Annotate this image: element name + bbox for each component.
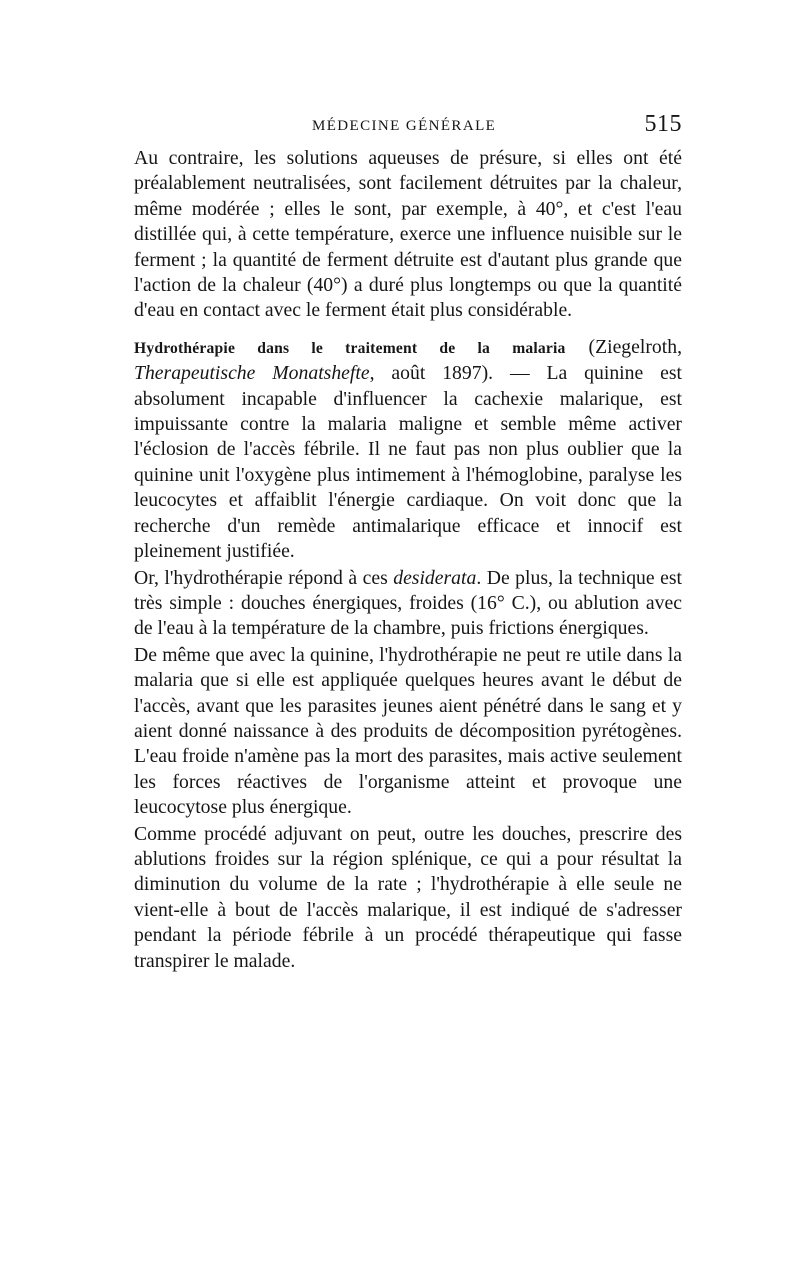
paragraph-1: Au contraire, les solutions aqueuses de présure, si elles ont été préalablement neutralisées, sont facilement détruites par la chaleur, même modérée ; elles le sont, par exemple, à 40°, et c'est l'eau distillée qui, à cette température, exerce une influence nuisible sur le ferment ; la quantité de ferment détruite est d'autant plus grande que l'action de la chaleur (40°) a duré plus longtemps ou que la quantité d'eau en contact avec le ferment était plus considérable. [134, 147, 682, 322]
paragraph-4: De même que avec la quinine, l'hydrothérapie ne peut re utile dans la malaria que si elle est appliquée quelques heures avant le début de l'accès, avant que les parasites jeunes aient pénétré dans le sang et y aient donné naissance à des produits de décomposition pyrétogènes. L'eau froide n'amène pas la mort des parasites, mais active seulement les forces réactives de l'organisme atteint et provoque une leucocytose plus énergique. [134, 643, 682, 819]
citation-lead: (Ziegelroth, [565, 335, 682, 358]
desiderata-term: desiderata [393, 566, 477, 589]
journal-title: Therapeutische Monatshefte [134, 362, 370, 385]
paragraph-3 [134, 566, 682, 642]
paragraph-3-after: . De plus, la technique est très simple : douches énergiques, froides (16° C.), ou ablution avec de l'eau à la température de la chambre, puis frictions énergiques. [134, 566, 682, 640]
section-title: Hydrothérapie dans le traitement de la malaria [134, 339, 566, 357]
paragraph-3-before: Or, l'hydrothérapie répond à ces [134, 566, 394, 589]
paragraph-2-text: , août 1897). — La quinine est absolument incapable d'influencer la cachexie malarique, est impuissante contre la malaria maligne et semble même activer l'éclosion de l'accès fébrile. Il ne faut pas non plus oublier que la quinine unit l'oxygène plus intimement à l'hémoglobine, paralyse les leucocytes et affaiblit l'énergie cardiaque. On voit donc que la recherche d'un remède antimalarique efficace et innocif est pleinement justifiée. [134, 362, 682, 563]
paragraph-2 [134, 335, 682, 565]
paragraph-5: Comme procédé adjuvant on peut, outre les douches, prescrire des ablutions froides sur la région splénique, ce qui a pour résultat la diminution du volume de la rate ; l'hydrothérapie à elle seule ne vient-elle à bout de l'accès malarique, il est indiqué de s'adresser pendant la période fébrile à un procédé thérapeutique qui fasse transpirer le malade. [134, 822, 682, 972]
body-text [134, 146, 682, 975]
running-title: MÉDECINE GÉNÉRALE [312, 118, 497, 134]
page-number: 515 [644, 111, 682, 137]
page-header [134, 112, 682, 142]
